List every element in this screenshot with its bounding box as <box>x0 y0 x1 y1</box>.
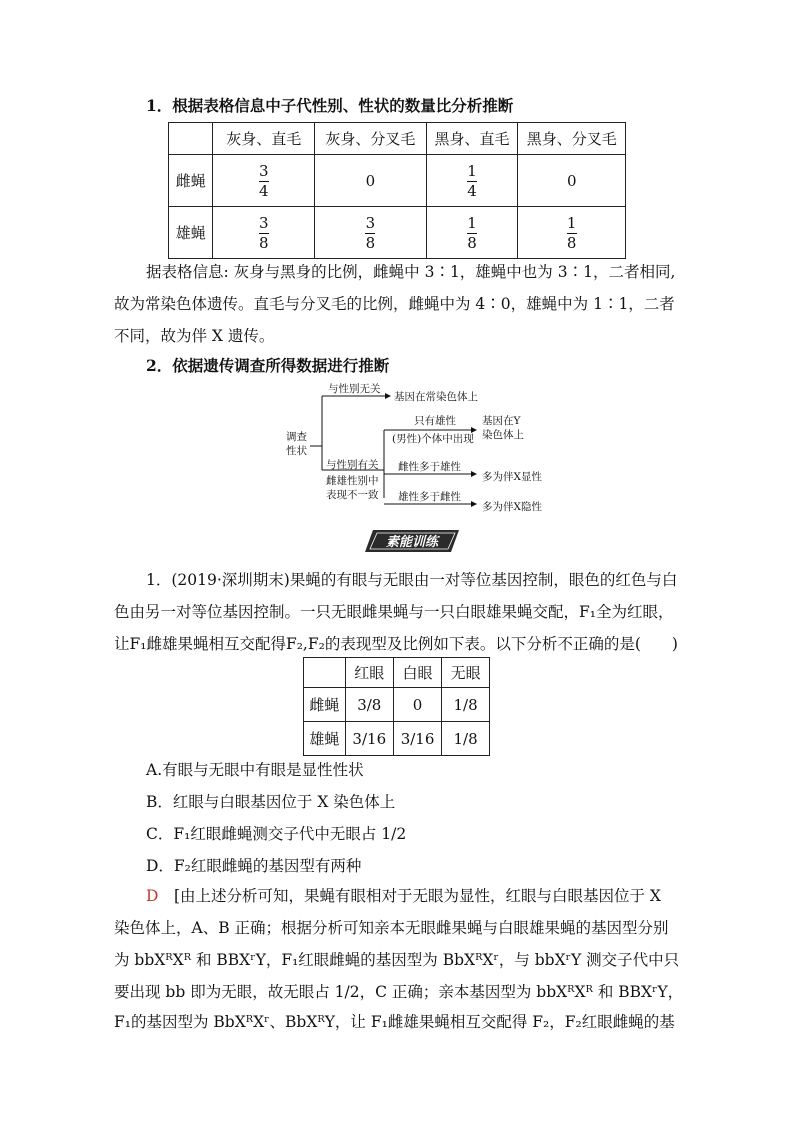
fraction <box>259 215 269 252</box>
fraction-denominator: 8 <box>467 233 477 252</box>
fraction-numerator: 3 <box>259 213 269 232</box>
banner-label: 素能训练 <box>385 535 439 550</box>
table-row <box>304 688 490 722</box>
question-stem-line: 1．(2019·深圳期末)果蝇的有眼与无眼由一对等位基因控制，眼色的红色与白 <box>146 571 678 589</box>
explanation-line: 染色体上，A、B 正确；根据分析可知亲本无眼雌果蝇与白眼雄果蝇的基因型分别 <box>114 919 669 937</box>
table-header-row <box>304 658 490 688</box>
explanation-line: 要出现 bb 即为无眼，故无眼占 1/2，C 正确；亲本基因型为 bbXᴿXᴿ 和 BBXʳY， <box>114 983 684 1001</box>
table-cell <box>426 207 518 259</box>
table-cell: 3/8 <box>345 688 393 722</box>
table-row-label: 雄蝇 <box>169 207 213 259</box>
table-cell: 1/8 <box>442 688 490 722</box>
table-row-label: 雌蝇 <box>169 155 213 207</box>
table-row <box>304 722 490 756</box>
table-cell <box>315 207 426 259</box>
table-cell <box>426 155 518 207</box>
diagram-root-label: 调查 <box>286 431 307 443</box>
table-cell: 雌蝇 <box>304 688 346 722</box>
explanation-line <box>146 886 661 906</box>
explanation-text: [由上述分析可知，果蝇有眼相对于无眼为显性，红眼与白眼基因位于 X <box>158 887 661 905</box>
table-header-cell: 黑身、直毛 <box>426 123 518 155</box>
diagram-branch-label: (男性)个体中出现 <box>392 433 474 445</box>
trait-ratio-table <box>168 122 626 259</box>
paragraph-line: 不同，故为伴 X 遗传。 <box>114 327 275 345</box>
diagram-root-label: 性状 <box>286 445 307 457</box>
fraction-numerator: 1 <box>467 213 477 232</box>
diagram-result-label: 基因在常染色体上 <box>394 391 478 403</box>
fraction-denominator: 4 <box>259 181 269 200</box>
answer-label: D <box>146 887 159 905</box>
table-row <box>169 155 626 207</box>
option-c: C．F₁红眼雌蝇测交子代中无眼占 1/2 <box>146 825 407 843</box>
explanation-line: F₁的基因型为 BbXᴿXʳ、BbXᴿY，让 F₁雌雄果蝇相互交配得 F₂，F₂红眼雌蝇的基 <box>114 1013 675 1031</box>
option-a: A.有眼与无眼中有眼是显性性状 <box>146 761 364 779</box>
table-cell: 1/8 <box>442 722 490 756</box>
fraction <box>467 215 477 252</box>
table-cell <box>518 207 626 259</box>
section-banner <box>365 530 459 552</box>
table-header-cell: 无眼 <box>442 658 490 688</box>
table-row <box>169 207 626 259</box>
table-cell: 3/16 <box>345 722 393 756</box>
paragraph-line: 据表格信息: 灰身与黑身的比例，雌蝇中 3∶1，雄蝇中也为 3∶1，二者相同, <box>146 263 676 281</box>
inheritance-flow-diagram <box>280 378 560 518</box>
diagram-result-label: 多为伴X显性 <box>482 471 542 483</box>
fraction <box>467 163 477 200</box>
diagram-branch-label: 与性别无关 <box>328 383 381 395</box>
table-cell <box>213 207 315 259</box>
table-cell: 0 <box>315 155 426 207</box>
diagram-branch-label: 雌雄性别中 <box>326 475 379 487</box>
diagram-result-label: 染色体上 <box>482 429 524 441</box>
table-header-cell: 灰身、直毛 <box>213 123 315 155</box>
table-header-cell: 红眼 <box>345 658 393 688</box>
table-cell: 0 <box>393 688 441 722</box>
table-header-cell <box>304 658 346 688</box>
question-stem-line: 让F₁雌雄果蝇相互交配得F₂,F₂的表现型及比例如下表。以下分析不正确的是( ) <box>114 635 678 653</box>
fraction <box>567 215 577 252</box>
question-stem-line: 色由另一对等位基因控制。一只无眼雌果蝇与一只白眼雄果蝇交配，F₁全为红眼， <box>114 603 674 621</box>
table-cell: 0 <box>518 155 626 207</box>
diagram-branch-label: 与性别有关 <box>326 459 379 471</box>
table-cell: 3/16 <box>393 722 441 756</box>
section1-heading: 1．根据表格信息中子代性别、性状的数量比分析推断 <box>146 96 514 115</box>
fraction <box>365 215 375 252</box>
fraction-numerator: 3 <box>365 213 376 232</box>
fraction-numerator: 1 <box>566 213 577 232</box>
table-header-cell: 黑身、分叉毛 <box>518 123 626 155</box>
diagram-branch-label: 表现不一致 <box>326 489 379 501</box>
option-d: D．F₂红眼雌蝇的基因型有两种 <box>146 857 362 875</box>
fraction-numerator: 3 <box>259 161 269 180</box>
table-header-row <box>169 123 626 155</box>
fraction-numerator: 1 <box>467 161 477 180</box>
table-cell: 雄蝇 <box>304 722 346 756</box>
paragraph-line: 故为常染色体遗传。直毛与分叉毛的比例，雌蝇中为 4∶0，雄蝇中为 1∶1，二者 <box>114 295 675 313</box>
option-b: B．红眼与白眼基因位于 X 染色体上 <box>146 793 396 811</box>
table-header-cell: 白眼 <box>393 658 441 688</box>
diagram-result-label: 多为伴X隐性 <box>482 501 542 513</box>
table-header-cell <box>169 123 213 155</box>
fraction-denominator: 8 <box>566 233 577 252</box>
section2-heading: 2．依据遗传调查所得数据进行推断 <box>146 356 390 375</box>
explanation-line: 为 bbXᴿXᴿ 和 BBXʳY，F₁红眼雌蝇的基因型为 BbXᴿXʳ，与 bbXʳY 测交子代中只 <box>114 951 680 969</box>
diagram-result-label: 基因在Y <box>482 415 521 427</box>
fraction <box>259 163 269 200</box>
diagram-branch-label: 雌性多于雄性 <box>398 461 461 473</box>
table-cell <box>213 155 315 207</box>
fraction-denominator: 8 <box>365 233 376 252</box>
diagram-branch-label: 只有雄性 <box>414 415 456 427</box>
fraction-denominator: 4 <box>467 181 477 200</box>
fraction-denominator: 8 <box>259 233 269 252</box>
diagram-branch-label: 雄性多于雌性 <box>398 491 461 503</box>
eye-phenotype-table <box>303 657 490 756</box>
table-header-cell: 灰身、分叉毛 <box>315 123 426 155</box>
